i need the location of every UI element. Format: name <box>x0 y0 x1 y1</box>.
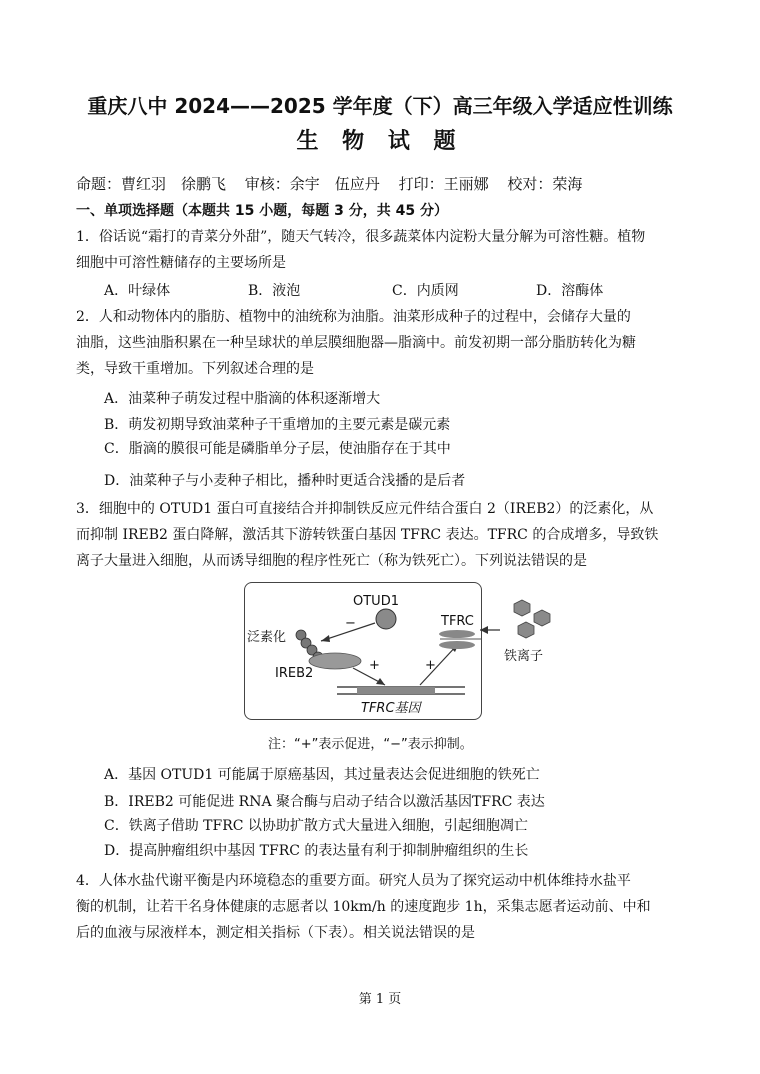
ubiquitination-label: 泛素化 <box>247 630 287 645</box>
staff-author: 命题：曹红羽 徐鹏飞 <box>76 175 227 193</box>
staff-proof: 校对：荣海 <box>507 175 583 193</box>
tfrc-receptor-shape <box>439 641 475 649</box>
question-3-option-a: A．基因 OTUD1 可能属于原癌基因，其过量表达会促进细胞的铁死亡 <box>104 767 540 783</box>
iron-ion-label: 铁离子 <box>504 649 544 664</box>
tfrc-receptor-shape <box>439 630 475 638</box>
iron-ion-hexagon <box>518 622 534 638</box>
plus-sign: + <box>425 658 436 673</box>
question-1-line: 1．俗话说“霜打的青菜分外甜”，随天气转冷，很多蔬菜体内淀粉大量分解为可溶性糖。植物 <box>76 229 646 245</box>
question-3-option-d: D．提高肿瘤组织中基因 TFRC 的表达量有利于抑制肿瘤组织的生长 <box>104 843 529 859</box>
exam-title: 重庆八中 2024——2025 学年度（下）高三年级入学适应性训练 <box>87 94 673 118</box>
pathway-diagram <box>245 583 481 719</box>
question-1-line: 细胞中可溶性糖储存的主要场所是 <box>76 255 286 271</box>
question-3-option-b: B．IREB2 可能促进 RNA 聚合酶与启动子结合以激活基因TFRC 表达 <box>104 794 545 810</box>
tfrc-pathway-figure <box>244 582 482 720</box>
question-2-option-b: B．萌发初期导致油菜种子干重增加的主要元素是碳元素 <box>104 417 451 433</box>
otud1-label: OTUD1 <box>353 594 399 609</box>
question-2-option-d: D．油菜种子与小麦种子相比，播种时更适合浅播的是后者 <box>104 473 466 489</box>
question-1-option-c: C．内质网 <box>392 283 459 299</box>
tfrc-gene-segment <box>357 687 435 694</box>
staff-line <box>76 173 596 194</box>
question-2-line: 类，导致干重增加。下列叙述合理的是 <box>76 361 314 377</box>
question-3-stem <box>76 496 688 574</box>
question-2-option-c: C．脂滴的膜很可能是磷脂单分子层，使油脂存在于其中 <box>104 441 451 457</box>
question-1-stem <box>76 224 688 276</box>
page-number: 第 1 页 <box>358 992 402 1007</box>
question-1-options <box>104 280 684 300</box>
iron-entry-arrowhead <box>480 626 488 634</box>
iron-ions-graphic <box>480 596 560 668</box>
figure-note: 注：“+”表示促进，“−”表示抑制。 <box>268 737 473 752</box>
question-3-line: 离子大量进入细胞，从而诱导细胞的程序性死亡（称为铁死亡）。下列说法错误的是 <box>76 553 587 569</box>
question-3-line: 3．细胞中的 OTUD1 蛋白可直接结合并抑制铁反应元件结合蛋白 2（IREB2）的泛素化，从 <box>76 501 654 517</box>
question-4-line: 后的血液与尿液样本，测定相关指标（下表）。相关说法错误的是 <box>76 925 475 941</box>
tfrc-gene-label: TFRC基因 <box>361 701 421 716</box>
iron-ion-hexagon <box>514 600 530 616</box>
inhibit-arrowhead <box>321 635 330 642</box>
question-1-option-d: D．溶酶体 <box>536 283 604 299</box>
staff-printer: 打印：王丽娜 <box>398 175 489 193</box>
ireb2-protein-shape <box>309 653 361 669</box>
question-4-line: 衡的机制，让若干名身体健康的志愿者以 10km/h 的速度跑步 1h，采集志愿者运动前、中和 <box>76 899 651 915</box>
question-3-line: 而抑制 IREB2 蛋白降解，激活其下游转铁蛋白基因 TFRC 表达。TFRC 的合成增多，导致铁 <box>76 527 659 543</box>
otud1-protein-shape <box>376 609 396 629</box>
ireb2-label: IREB2 <box>275 666 314 681</box>
section-heading: 一、单项选择题（本题共 15 小题，每题 3 分，共 45 分） <box>76 203 448 219</box>
question-3-option-c: C．铁离子借助 TFRC 以协助扩散方式大量进入细胞，引起细胞凋亡 <box>104 818 528 834</box>
question-2-line: 油脂，这些油脂积累在一种呈球状的单层膜细胞器—脂滴中。前发初期一部分脂肪转化为糖 <box>76 335 636 351</box>
iron-ion-hexagon <box>534 610 550 626</box>
question-1-option-a: A．叶绿体 <box>104 283 171 299</box>
staff-reviewer: 审核：余宇 伍应丹 <box>244 175 380 193</box>
tfrc-label: TFRC <box>441 614 474 629</box>
question-2-stem <box>76 304 688 382</box>
question-4-line: 4．人体水盐代谢平衡是内环境稳态的重要方面。研究人员为了探究运动中机体维持水盐平 <box>76 873 631 889</box>
question-1-option-b: B．液泡 <box>248 283 301 299</box>
minus-sign: − <box>345 616 356 631</box>
exam-subject: 生 物 试 题 <box>296 129 464 154</box>
plus-sign: + <box>369 658 380 673</box>
question-2-option-a: A．油菜种子萌发过程中脂滴的体积逐渐增大 <box>104 391 381 407</box>
question-4-stem <box>76 868 688 946</box>
question-2-line: 2．人和动物体内的脂肪、植物中的油统称为油脂。油菜形成种子的过程中，会储存大量的 <box>76 309 631 325</box>
